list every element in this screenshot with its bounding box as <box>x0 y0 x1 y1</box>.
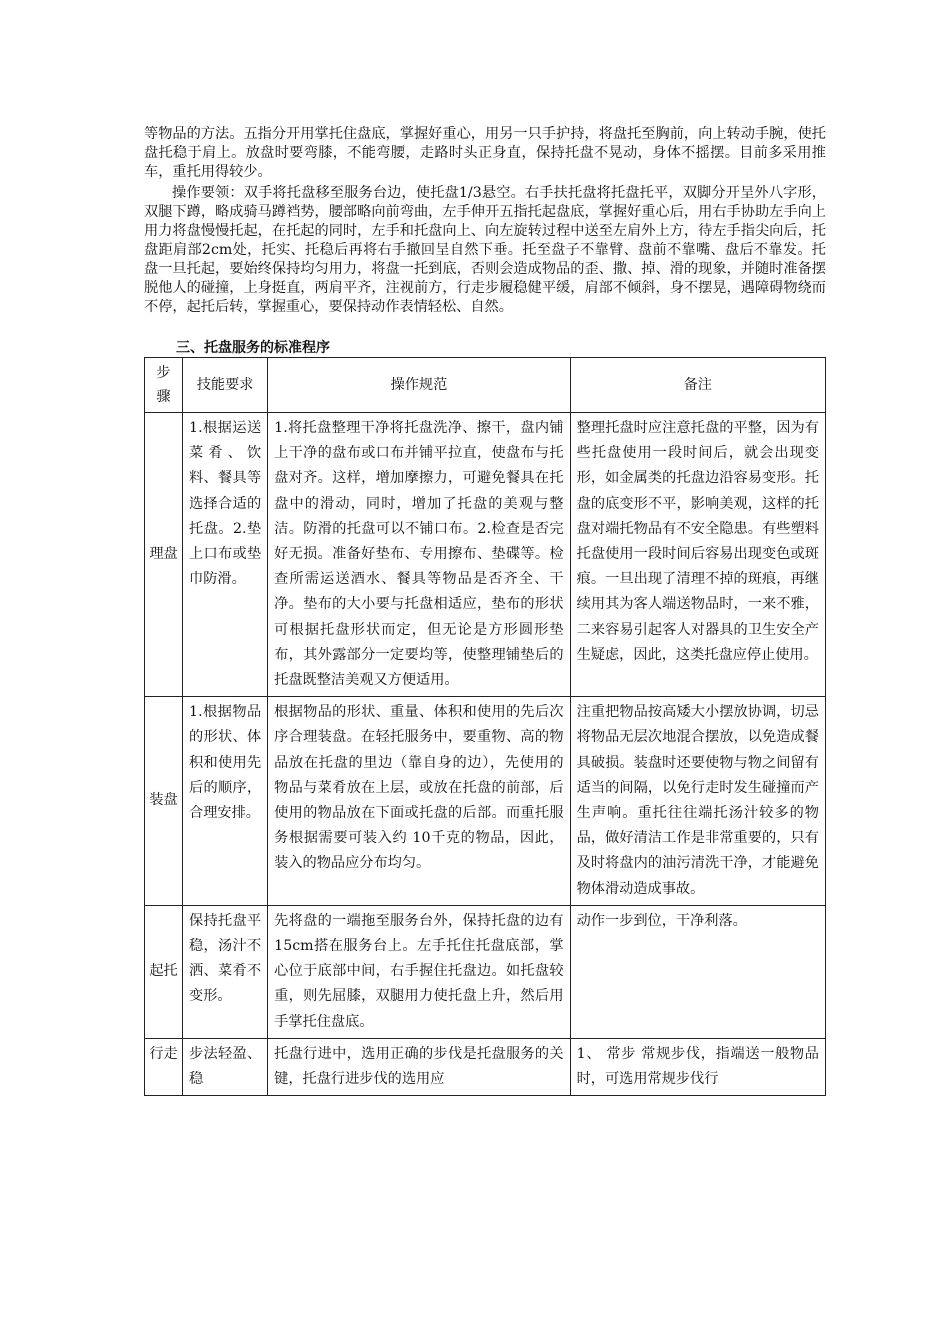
table-header-row <box>145 358 826 413</box>
body-paragraph-2: 操作要领：双手将托盘移至服务台边，使托盘1/3悬空。右手扶托盘将托盘托平，双脚分开呈外八字形，双腿下蹲，略成骑马蹲裆势，腰部略向前弯曲，左手伸开五指托起盘底，掌握好重心后，用右手协助左手向上用力将盘慢慢托起，在托起的同时，左手和托盘向上、向左旋转过程中送至左肩外上方，待左手指尖向后，托盘距肩部2cm处，托实、托稳后再将右手撤回呈自然下垂。托至盘子不靠臂、盘前不靠嘴、盘后不靠发。托盘一旦托起，要始终保持均匀用力，将盘一托到底，否则会造成物品的歪、撒、掉、滑的现象，并随时准备摆脱他人的碰撞，上身挺直，两肩平齐，注视前方，行走步履稳健平缓，肩部不倾斜，身不摆晃，遇障碍物绕而不停，起托后转，掌握重心，要保持动作表情轻松、自然。 <box>144 185 826 315</box>
note-cell: 1、 常步 常规步伐，指端送一般物品时，可选用常规步伐行 <box>570 1038 825 1095</box>
skill-cell: 保持托盘平稳，汤汁不洒、菜肴不变形。 <box>183 905 268 1038</box>
step-cell: 装盘 <box>145 697 183 906</box>
spec-cell: 托盘行进中，选用正确的步伐是托盘服务的关键，托盘行进步伐的选用应 <box>268 1038 570 1095</box>
note-cell: 整理托盘时应注意托盘的平整，因为有些托盘使用一段时间后，就会出现变形，如金属类的托盘边沿容易变形。托盘的底变形不平，影响美观，这样的托盘对端托物品有不安全隐患。有些塑料托盘使用一段时间后容易出现变色或斑痕。一旦出现了清理不掉的斑痕，再继续用其为客人端送物品时，一来不雅，二来容易引起客人对器具的卫生安全产生疑虑，因此，这类托盘应停止使用。 <box>570 413 825 697</box>
skill-cell: 1.根据物品的形状、体积和使用先后的顺序，合理安排。 <box>183 697 268 906</box>
skill-cell: 1.根据运送菜肴、饮料、餐具等选择合适的托盘。2.垫上口布或垫巾防滑。 <box>183 413 268 697</box>
table-row <box>145 413 826 697</box>
step-cell: 起托 <box>145 905 183 1038</box>
table-row <box>145 1038 826 1095</box>
section-heading: 三、托盘服务的标准程序 <box>176 340 330 356</box>
header-note: 备注 <box>570 358 825 413</box>
step-cell: 行走 <box>145 1038 183 1095</box>
table-row <box>145 697 826 906</box>
procedure-table <box>144 357 826 1096</box>
skill-cell: 步法轻盈、稳 <box>183 1038 268 1095</box>
header-skill: 技能要求 <box>183 358 268 413</box>
header-step: 步骤 <box>145 358 183 413</box>
header-spec: 操作规范 <box>268 358 570 413</box>
spec-cell: 1.将托盘整理干净将托盘洗净、擦干，盘内铺上干净的盘布或口布并铺平拉直，使盘布与托盘对齐。这样，增加摩擦力，可避免餐具在托盘中的滑动，同时，增加了托盘的美观与整洁。防滑的托盘可以不铺口布。2.检查是否完好无损。准备好垫布、专用擦布、垫碟等。检查所需运送酒水、餐具等物品是否齐全、干净。垫布的大小要与托盘相适应，垫布的形状可根据托盘形状而定，但无论是方形圆形垫布，其外露部分一定要均等，使整理铺垫后的托盘既整洁美观又方便适用。 <box>268 413 570 697</box>
table-row <box>145 905 826 1038</box>
note-cell: 动作一步到位，干净利落。 <box>570 905 825 1038</box>
step-cell: 理盘 <box>145 413 183 697</box>
spec-cell: 先将盘的一端拖至服务台外，保持托盘的边有15cm搭在服务台上。左手托住托盘底部，掌心位于底部中间，右手握住托盘边。如托盘较重，则先屈膝，双腿用力使托盘上升，然后用手掌托住盘底。 <box>268 905 570 1038</box>
note-cell: 注重把物品按高矮大小摆放协调，切忌将物品无层次地混合摆放，以免造成餐具破损。装盘时还要使物与物之间留有适当的间隔，以免行走时发生碰撞而产生声响。重托往往端托汤汁较多的物品，做好清洁工作是非常重要的，只有及时将盘内的油污清洗干净，才能避免物体滑动造成事故。 <box>570 697 825 906</box>
body-paragraph-1: 等物品的方法。五指分开用掌托住盘底，掌握好重心，用另一只手护持，将盘托至胸前，向上转动手腕，使托盘托稳于肩上。放盘时要弯膝，不能弯腰，走路时头正身直，保持托盘不晃动，身体不摇摆。目前多采用推车，重托用得较少。 <box>144 126 826 180</box>
spec-cell: 根据物品的形状、重量、体积和使用的先后次序合理装盘。在轻托服务中，要重物、高的物品放在托盘的里边（靠自身的边），先使用的物品与菜肴放在上层，或放在托盘的前部，后使用的物品放在下面或托盘的后部。而重托服务根据需要可装入约 10千克的物品，因此，装入的物品应分布均匀。 <box>268 697 570 906</box>
